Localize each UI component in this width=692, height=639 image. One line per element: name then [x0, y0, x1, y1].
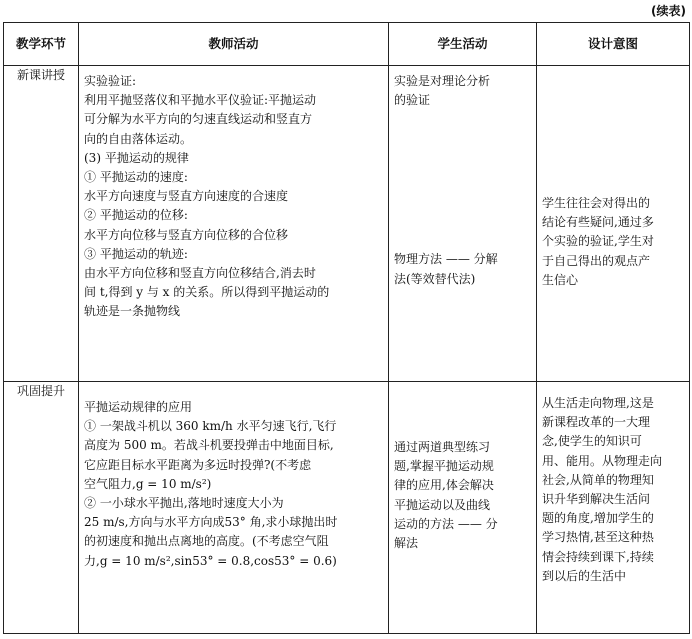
table-row — [4, 382, 690, 634]
design-intent-text: 从生活走向物理,这是 新课程改革的一大理 念,使学生的知识可 用、能用。从物理走向 社会,从简单的物理知 识升华到解决生活问 题的角度,增加学生的 学习热情,甚至这种热 情会持续到课下,持续 到以后的生活中 — [542, 396, 663, 583]
teacher-activity-cell — [79, 66, 389, 382]
stage-cell: 新课讲授 — [4, 66, 79, 382]
header-stage: 教学环节 — [4, 23, 79, 66]
teacher-activity-text: 平抛运动规律的应用 ① 一架战斗机以 360 km/h 水平匀速飞行,飞行 高度为 500 m。若战斗机要投弹击中地面目标, 它应距目标水平距离为多远时投弹?(不考虑 空气阻力,g = 10 m/s²) ② 一小球水平抛出,落地时速度大小为 25 m/s,方向与水平方向成53° 角,求小球抛出时 的初速度和抛出点离地的高度。(不考虑空气阻 力,g = 10 m/s²,sin53° = 0.8,cos53° = 0.6) — [84, 400, 338, 568]
design-intent-cell — [537, 382, 690, 634]
header-design-intent: 设计意图 — [537, 23, 690, 66]
stage-cell: 巩固提升 — [4, 382, 79, 634]
student-activity-cell — [389, 382, 537, 634]
header-student-activity: 学生活动 — [389, 23, 537, 66]
header-teacher-activity: 教师活动 — [79, 23, 389, 66]
design-intent-cell — [537, 66, 690, 382]
header-row — [4, 23, 690, 66]
student-activity-text-a: 实验是对理论分析 的验证 — [394, 74, 491, 108]
table-row — [4, 66, 690, 382]
continued-label: (续表) — [651, 4, 686, 18]
design-intent-text: 学生往往会对得出的 结论有些疑问,通过多 个实验的验证,学生对 于自己得出的观点产 生信心 — [542, 196, 654, 287]
teacher-activity-cell — [79, 382, 389, 634]
teacher-activity-text: 实验验证: 利用平抛竖落仪和平抛水平仪验证:平抛运动 可分解为水平方向的匀速直线运动和竖直方 向的自由落体运动。 (3) 平抛运动的规律 ① 平抛运动的速度: 水平方向速度与竖直方向速度的合速度 ② 平抛运动的位移: 水平方向位移与竖直方向位移的合位移 ③ 平抛运动的轨迹: 由水平方向位移和竖直方向位移结合,消去时 间 t,得到 y 与 x 的关系。所以得到平抛运动的 轨迹是一条抛物线 — [84, 74, 330, 319]
lesson-plan-table — [3, 22, 690, 634]
student-activity-text-b: 物理方法 —— 分解 法(等效替代法) — [394, 252, 498, 286]
student-activity-cell — [389, 66, 537, 382]
student-activity-text: 通过两道典型练习 题,掌握平抛运动规 律的应用,体会解决 平抛运动以及曲线 运动的方法 —— 分 解法 — [394, 440, 498, 551]
